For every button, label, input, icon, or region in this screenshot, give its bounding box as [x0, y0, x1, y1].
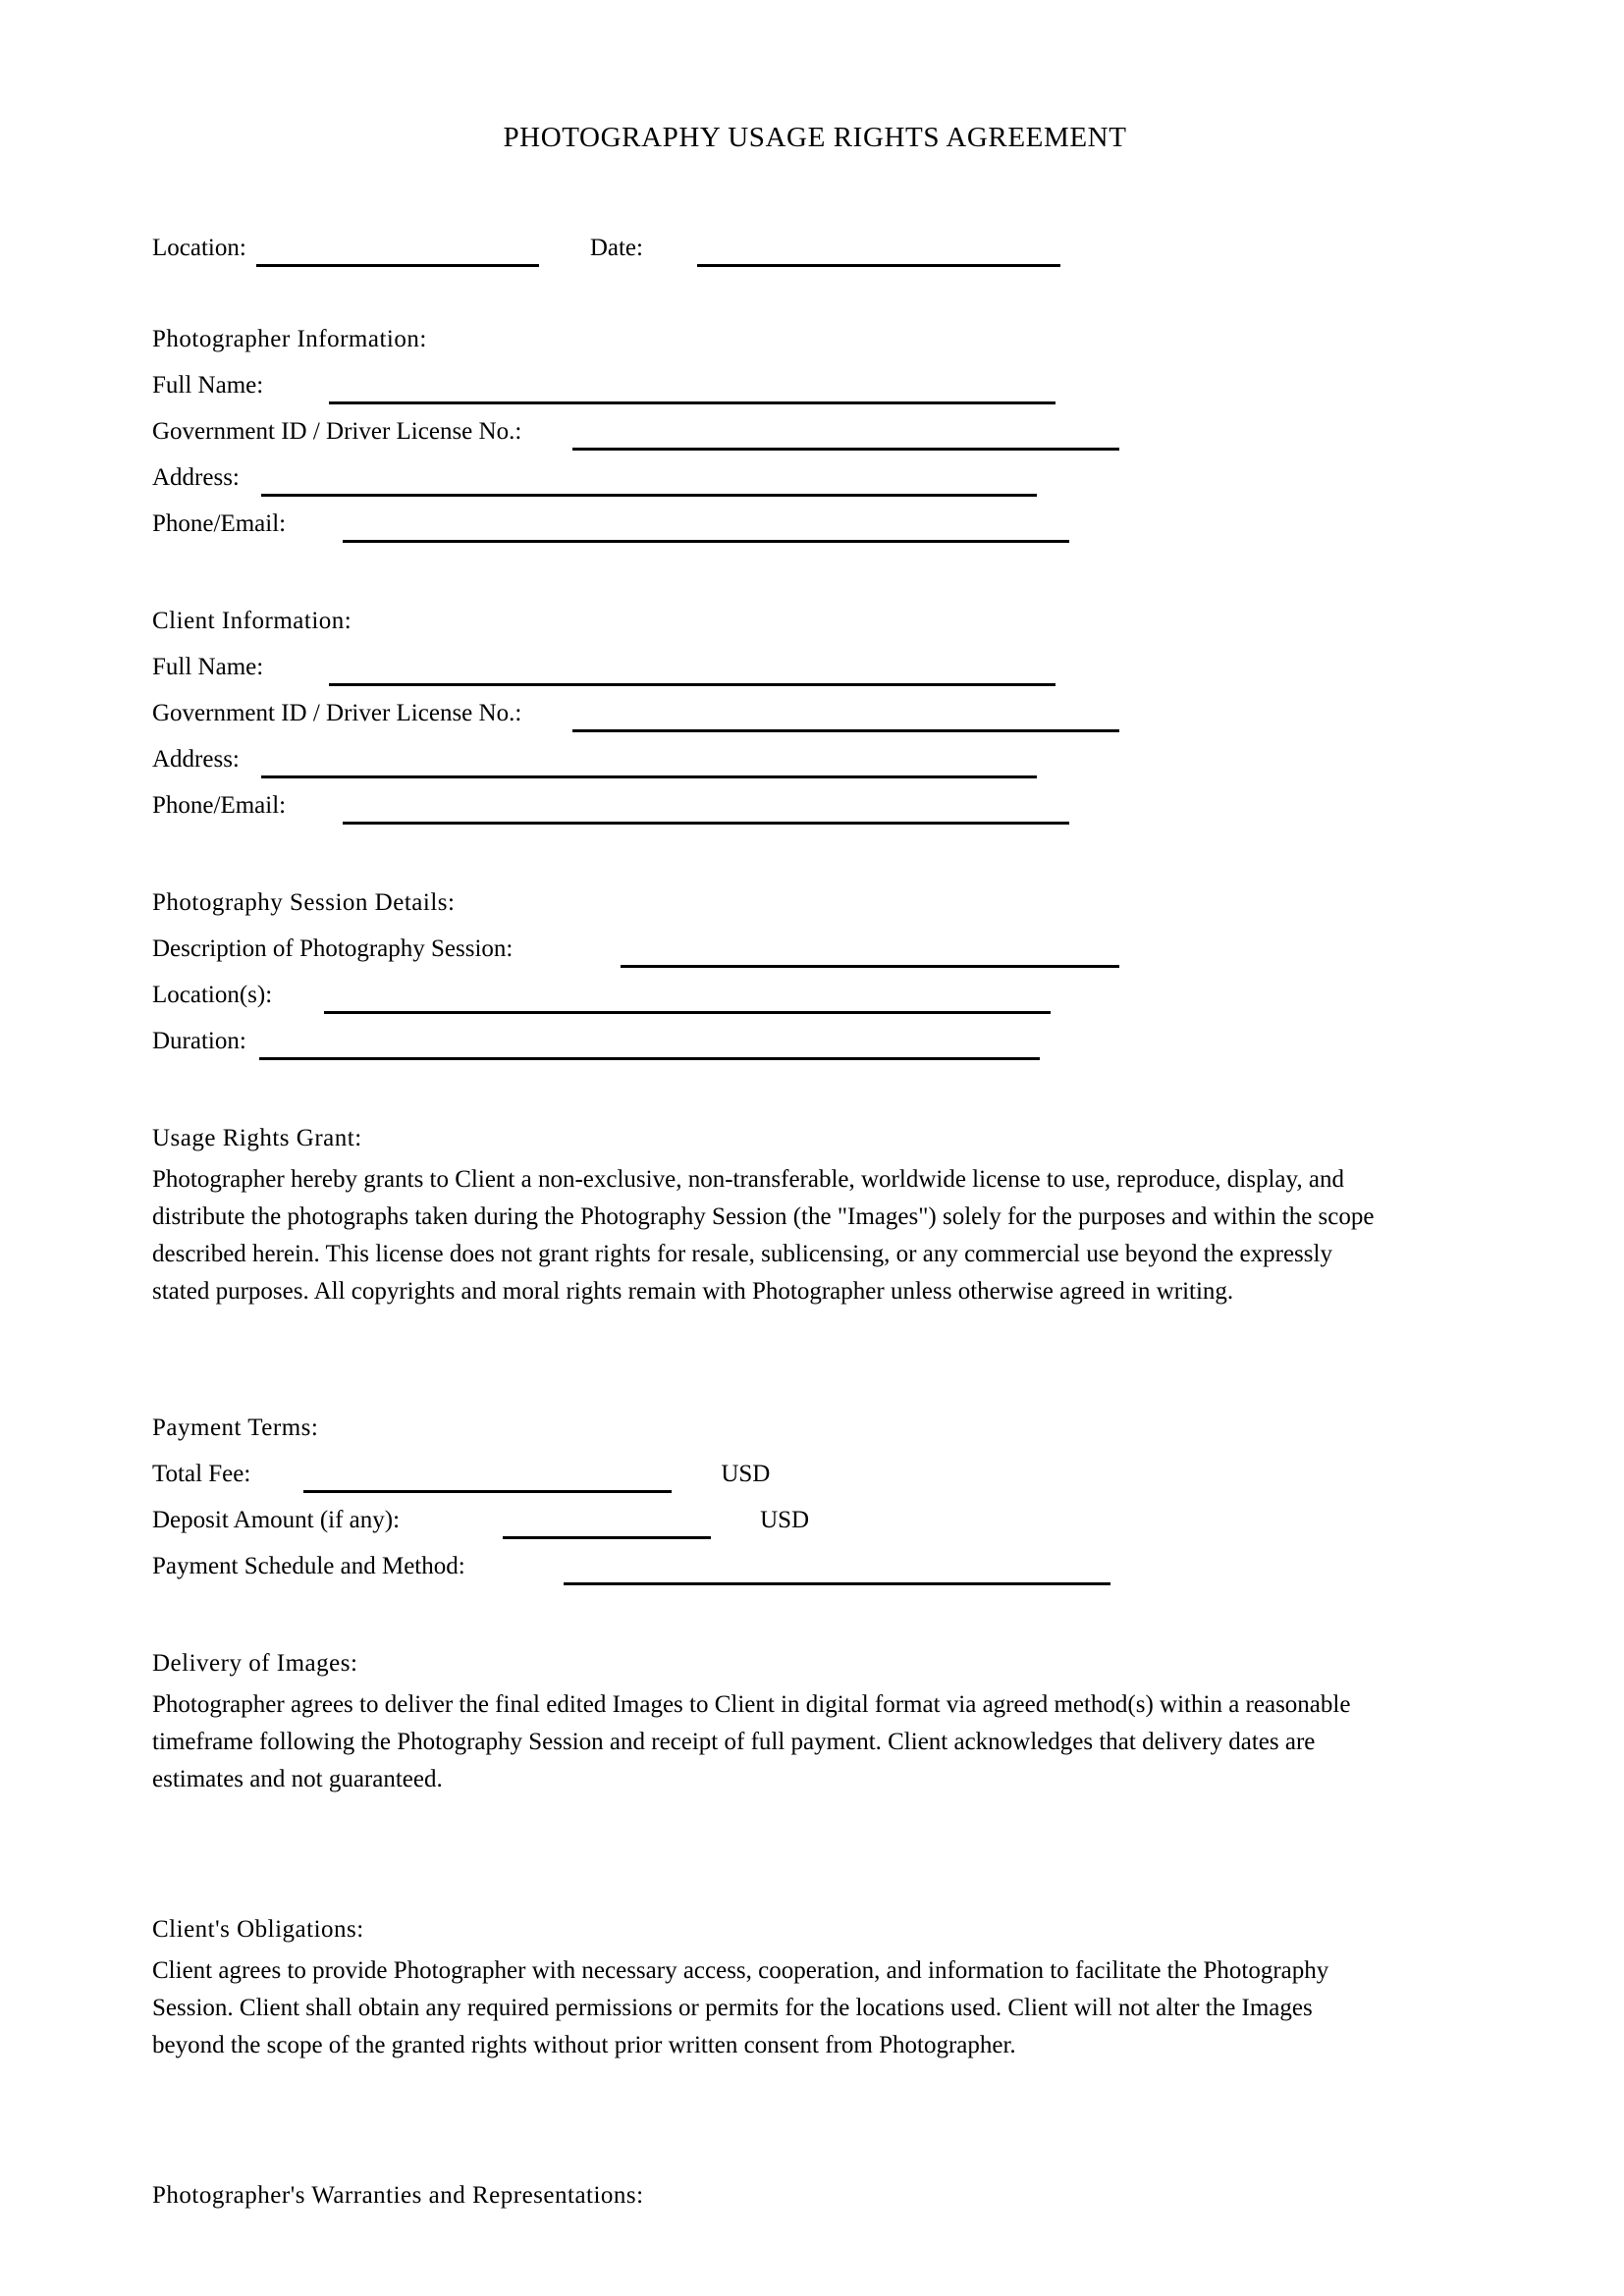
client-gov-id-input-line[interactable]: [572, 700, 1119, 732]
client-section-heading: Client Information:: [152, 607, 352, 634]
client-phone-email-label: Phone/Email:: [152, 791, 287, 819]
session-duration-row: [152, 1018, 1478, 1064]
photographer-address-row: [152, 454, 1478, 501]
client-phone-email-row: [152, 782, 1478, 828]
location-input-line[interactable]: [256, 235, 539, 267]
client-gov-id-row: [152, 690, 1478, 736]
deposit-amount-currency-label: USD: [760, 1506, 810, 1533]
session-description-label: Description of Photography Session:: [152, 934, 514, 962]
date-input-line[interactable]: [697, 235, 1060, 267]
client-address-row: [152, 736, 1478, 782]
deposit-amount-row: [152, 1497, 1478, 1543]
payment-schedule-input-line[interactable]: [564, 1553, 1110, 1585]
photographer-phone-email-row: [152, 501, 1478, 547]
photographer-full-name-row: [152, 362, 1478, 408]
client-full-name-label: Full Name:: [152, 653, 264, 680]
date-label: Date:: [589, 234, 643, 261]
photographer-full-name-input-line[interactable]: [329, 372, 1056, 404]
client-full-name-row: [152, 644, 1478, 690]
client-obligations-body: Client agrees to provide Photographer with necessary access, cooperation, and information to facilitate the Photography Session. Client shall obtain any required permissions or permits for the locations used. Client will not alter the Images beyond the scope of the granted rights without prior written consent from Photographer.: [152, 1956, 1329, 2058]
client-gov-id-label: Government ID / Driver License No.:: [152, 699, 522, 726]
deposit-amount-input-line[interactable]: [503, 1507, 711, 1539]
client-obligations-section-heading: Client's Obligations:: [152, 1915, 364, 1943]
payment-schedule-row: [152, 1543, 1478, 1589]
page-title: PHOTOGRAPHY USAGE RIGHTS AGREEMENT: [503, 122, 1127, 153]
total-fee-label: Total Fee:: [152, 1460, 251, 1487]
photographer-gov-id-label: Government ID / Driver License No.:: [152, 417, 522, 445]
session-section-heading: Photography Session Details:: [152, 888, 456, 916]
photographer-section-heading: Photographer Information:: [152, 325, 427, 352]
photographer-phone-email-label: Phone/Email:: [152, 509, 287, 537]
photographer-address-label: Address:: [152, 463, 240, 491]
photographer-full-name-label: Full Name:: [152, 371, 264, 399]
usage-rights-body: Photographer hereby grants to Client a non-exclusive, non-transferable, worldwide license to use, reproduce, display, and distribute the photographs taken during the Photography Session (the "Images") solely for the purposes and within the scope described herein. This license does not grant rights for resale, sublicensing, or any commercial use beyond the expressly stated purposes. All copyrights and moral rights remain with Photographer unless otherwise agreed in writing.: [152, 1165, 1375, 1305]
session-locations-row: [152, 972, 1478, 1018]
session-locations-input-line[interactable]: [324, 982, 1051, 1014]
photographer-address-input-line[interactable]: [261, 464, 1037, 497]
payment-schedule-label: Payment Schedule and Method:: [152, 1552, 465, 1579]
total-fee-input-line[interactable]: [303, 1461, 672, 1493]
photographer-gov-id-input-line[interactable]: [572, 418, 1119, 451]
document-content: [152, 0, 1478, 2218]
delivery-section-heading: Delivery of Images:: [152, 1649, 358, 1677]
header-fields-row: [152, 225, 1478, 271]
session-duration-label: Duration:: [152, 1027, 246, 1054]
photographer-phone-email-input-line[interactable]: [343, 510, 1069, 543]
session-description-row: [152, 926, 1478, 972]
deposit-amount-label: Deposit Amount (if any):: [152, 1506, 401, 1533]
warranties-section-heading: Photographer's Warranties and Representations:: [152, 2181, 644, 2209]
session-locations-label: Location(s):: [152, 981, 273, 1008]
client-address-input-line[interactable]: [261, 746, 1037, 778]
usage-rights-section-heading: Usage Rights Grant:: [152, 1124, 362, 1151]
payment-section-heading: Payment Terms:: [152, 1414, 319, 1441]
total-fee-row: [152, 1451, 1478, 1497]
client-full-name-input-line[interactable]: [329, 654, 1056, 686]
client-phone-email-input-line[interactable]: [343, 792, 1069, 825]
location-label: Location:: [152, 234, 246, 261]
session-duration-input-line[interactable]: [259, 1028, 1040, 1060]
photographer-gov-id-row: [152, 408, 1478, 454]
session-description-input-line[interactable]: [621, 935, 1119, 968]
delivery-body: Photographer agrees to deliver the final edited Images to Client in digital format via agreed method(s) within a reasonable timeframe following the Photography Session and receipt of full payment. Client acknowledges that delivery dates are estimates and not guaranteed.: [152, 1690, 1351, 1792]
total-fee-currency-label: USD: [721, 1460, 771, 1487]
client-address-label: Address:: [152, 745, 240, 773]
